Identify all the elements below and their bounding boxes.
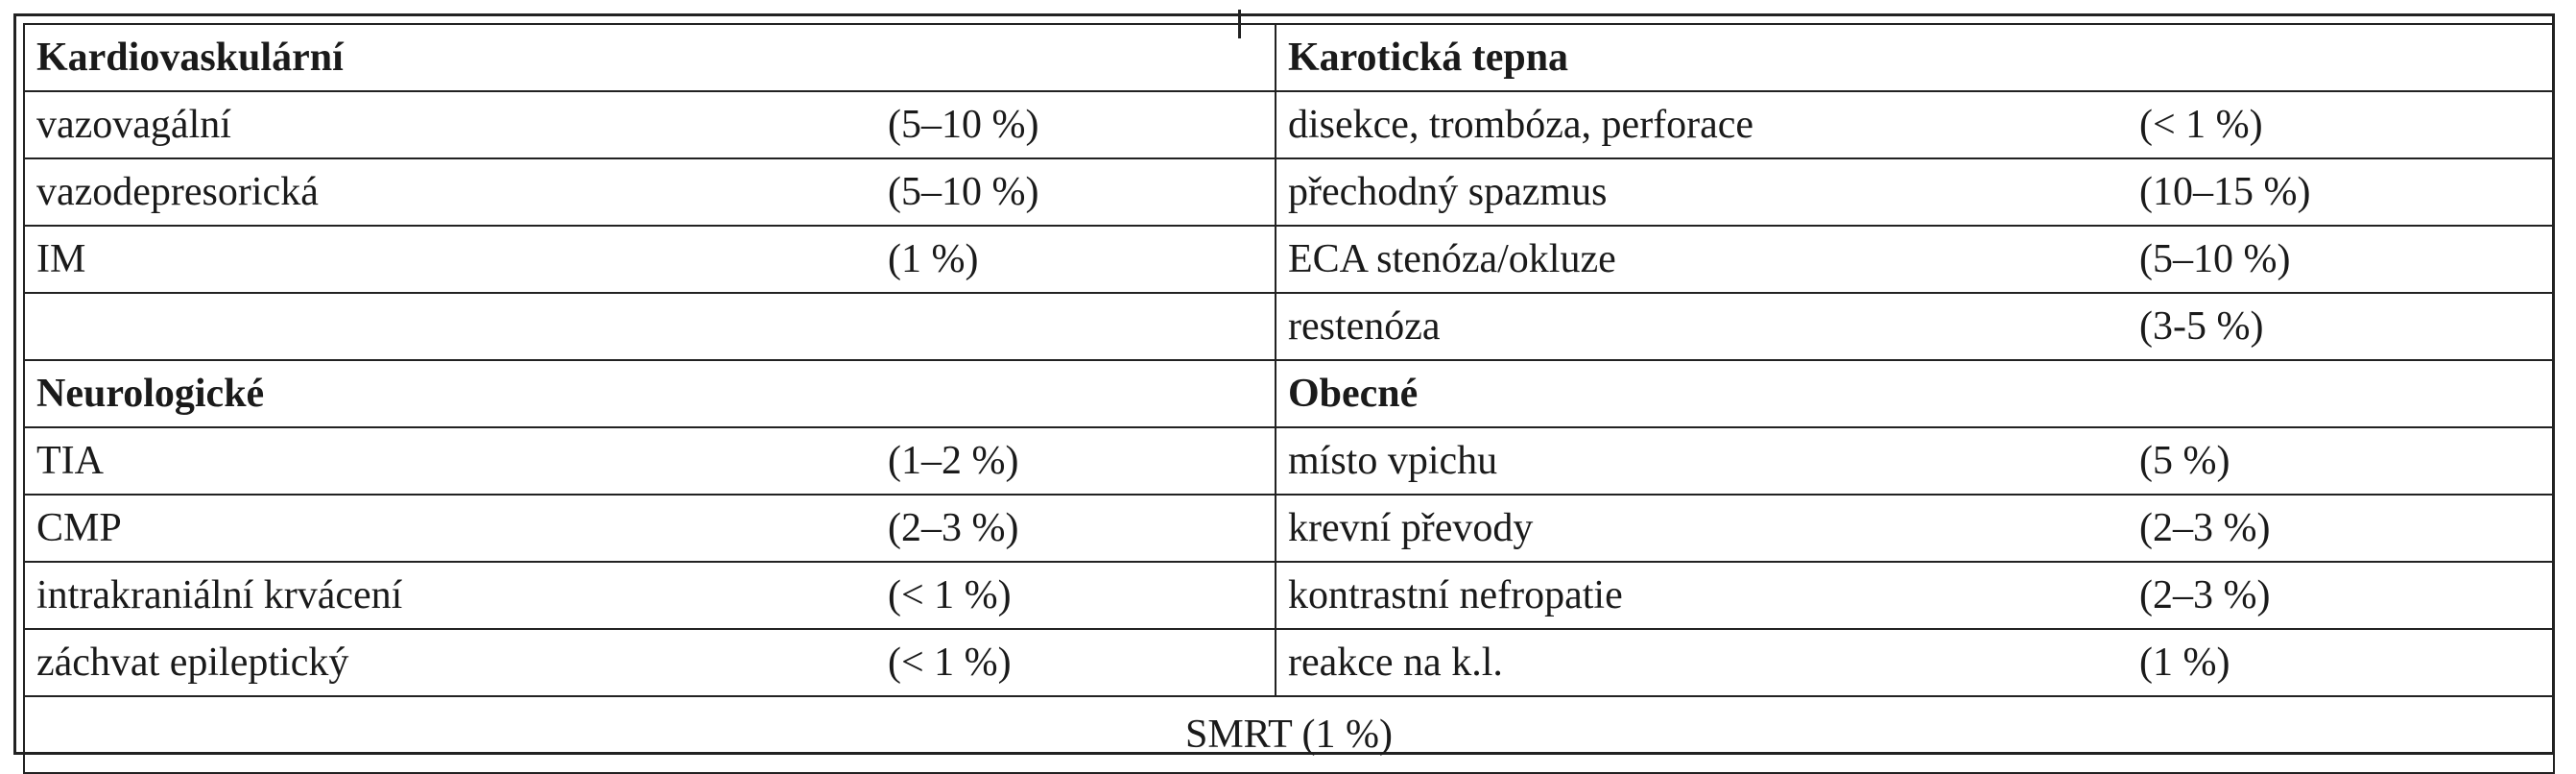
section-heading-carotid: Karotická tepna	[1276, 24, 2554, 91]
table-row	[24, 360, 2554, 427]
complication-name: disekce, trombóza, perforace	[1276, 91, 2139, 158]
complication-name: CMP	[24, 495, 888, 562]
complication-rate: (1–2 %)	[888, 427, 1276, 495]
complication-rate: (< 1 %)	[2139, 91, 2554, 158]
complication-rate: (3-5 %)	[2139, 293, 2554, 360]
complication-name: ECA stenóza/okluze	[1276, 226, 2139, 293]
table-row	[24, 427, 2554, 495]
complication-rate: (2–3 %)	[2139, 495, 2554, 562]
complications-table	[23, 23, 2555, 774]
complication-rate: (1 %)	[2139, 629, 2554, 696]
table-row	[24, 24, 2554, 91]
death-rate: SMRT (1 %)	[24, 696, 2554, 773]
complication-rate: (2–3 %)	[888, 495, 1276, 562]
complication-rate: (< 1 %)	[888, 562, 1276, 629]
table-row-death	[24, 696, 2554, 773]
complication-rate: (5–10 %)	[888, 91, 1276, 158]
complication-rate: (< 1 %)	[888, 629, 1276, 696]
table-row	[24, 562, 2554, 629]
table-row	[24, 495, 2554, 562]
section-heading-general: Obecné	[1276, 360, 2554, 427]
table-row	[24, 91, 2554, 158]
table-row	[24, 629, 2554, 696]
table-row	[24, 158, 2554, 226]
section-heading-cardiovascular: Kardiovaskulární	[24, 24, 1276, 91]
complication-name: vazodepresorická	[24, 158, 888, 226]
complication-name: restenóza	[1276, 293, 2139, 360]
complication-name: krevní převody	[1276, 495, 2139, 562]
empty-cell	[888, 293, 1276, 360]
complication-name: přechodný spazmus	[1276, 158, 2139, 226]
complication-rate: (10–15 %)	[2139, 158, 2554, 226]
table-row	[24, 293, 2554, 360]
complication-rate: (1 %)	[888, 226, 1276, 293]
complication-name: IM	[24, 226, 888, 293]
complication-rate: (2–3 %)	[2139, 562, 2554, 629]
empty-cell	[24, 293, 888, 360]
complication-name: kontrastní nefropatie	[1276, 562, 2139, 629]
complication-rate: (5–10 %)	[888, 158, 1276, 226]
complication-name: reakce na k.l.	[1276, 629, 2139, 696]
complication-name: intrakraniální krvácení	[24, 562, 888, 629]
complication-rate: (5 %)	[2139, 427, 2554, 495]
complication-name: záchvat epileptický	[24, 629, 888, 696]
table-row	[24, 226, 2554, 293]
section-heading-neurological: Neurologické	[24, 360, 1276, 427]
complication-name: vazovagální	[24, 91, 888, 158]
complication-name: místo vpichu	[1276, 427, 2139, 495]
complication-name: TIA	[24, 427, 888, 495]
complication-rate: (5–10 %)	[2139, 226, 2554, 293]
